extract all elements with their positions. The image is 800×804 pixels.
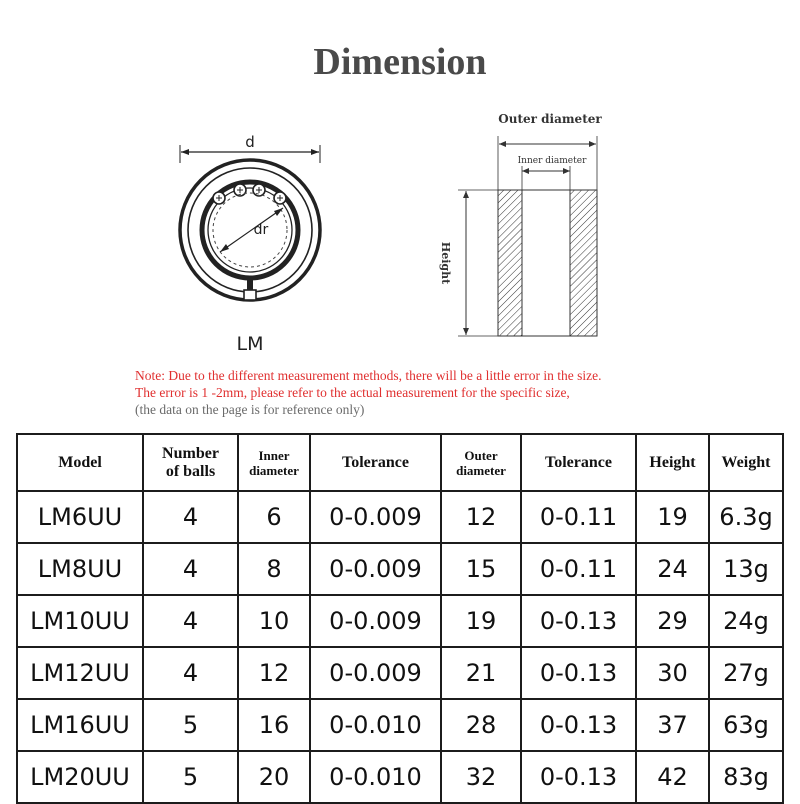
cell-balls: 4 <box>143 595 238 647</box>
cell-weight: 63g <box>709 699 783 751</box>
cell-inner: 16 <box>238 699 310 751</box>
cell-tol-inner: 0-0.009 <box>310 491 441 543</box>
cell-outer: 19 <box>441 595 521 647</box>
cell-tol-inner: 0-0.009 <box>310 647 441 699</box>
table-row <box>17 543 783 595</box>
cell-weight: 27g <box>709 647 783 699</box>
cell-model: LM8UU <box>17 543 143 595</box>
cell-balls: 4 <box>143 491 238 543</box>
outer-diameter-label: d <box>245 133 255 151</box>
cell-height: 29 <box>636 595 709 647</box>
cell-tol-outer: 0-0.11 <box>521 543 636 595</box>
measurement-note <box>135 367 601 418</box>
cell-tol-outer: 0-0.13 <box>521 647 636 699</box>
cell-model: LM12UU <box>17 647 143 699</box>
cell-balls: 4 <box>143 543 238 595</box>
cell-weight: 6.3g <box>709 491 783 543</box>
cell-balls: 5 <box>143 751 238 803</box>
header-tolerance-inner: Tolerance <box>310 434 441 491</box>
cell-model: LM20UU <box>17 751 143 803</box>
cell-model: LM6UU <box>17 491 143 543</box>
cell-height: 19 <box>636 491 709 543</box>
cell-tol-outer: 0-0.13 <box>521 699 636 751</box>
cell-tol-inner: 0-0.010 <box>310 751 441 803</box>
bearing-front-view-diagram <box>165 128 345 358</box>
table-row <box>17 595 783 647</box>
table-row <box>17 491 783 543</box>
cell-outer: 21 <box>441 647 521 699</box>
cell-height: 42 <box>636 751 709 803</box>
cell-model: LM16UU <box>17 699 143 751</box>
cell-outer: 28 <box>441 699 521 751</box>
header-number-of-balls: Number of balls <box>143 434 238 491</box>
cell-inner: 6 <box>238 491 310 543</box>
cell-balls: 4 <box>143 647 238 699</box>
table-row <box>17 751 783 803</box>
cell-balls: 5 <box>143 699 238 751</box>
table-header-row <box>17 434 783 491</box>
cell-tol-outer: 0-0.13 <box>521 751 636 803</box>
header-inner-diameter: Inner diameter <box>238 434 310 491</box>
height-caption: Height <box>439 241 452 285</box>
cell-tol-inner: 0-0.010 <box>310 699 441 751</box>
outer-diameter-caption: Outer diameter <box>498 112 602 126</box>
inner-diameter-caption: Inner diameter <box>517 156 587 166</box>
note-line-1: Note: Due to the different measurement methods, there will be a little error in the size. <box>135 368 602 383</box>
header-height: Height <box>636 434 709 491</box>
cell-tol-outer: 0-0.11 <box>521 491 636 543</box>
bearing-section-view-diagram <box>430 108 630 343</box>
diagram-caption-lm: LM <box>236 333 264 355</box>
cell-outer: 15 <box>441 543 521 595</box>
cell-inner: 12 <box>238 647 310 699</box>
cell-weight: 24g <box>709 595 783 647</box>
header-outer-diameter: Outer diameter <box>441 434 521 491</box>
cell-inner: 10 <box>238 595 310 647</box>
cell-height: 24 <box>636 543 709 595</box>
inner-diameter-label: dr <box>253 222 269 238</box>
cell-height: 37 <box>636 699 709 751</box>
cell-tol-outer: 0-0.13 <box>521 595 636 647</box>
cell-weight: 13g <box>709 543 783 595</box>
header-weight: Weight <box>709 434 783 491</box>
cell-height: 30 <box>636 647 709 699</box>
cell-outer: 12 <box>441 491 521 543</box>
table-row <box>17 699 783 751</box>
note-line-2: The error is 1 -2mm, please refer to the actual measurement for the specific size, <box>135 385 570 400</box>
cell-inner: 20 <box>238 751 310 803</box>
spec-table <box>16 433 784 804</box>
header-model: Model <box>17 434 143 491</box>
page-title: Dimension <box>313 41 487 83</box>
cell-tol-inner: 0-0.009 <box>310 595 441 647</box>
cell-inner: 8 <box>238 543 310 595</box>
note-line-3: (the data on the page is for reference only) <box>135 402 365 417</box>
cell-model: LM10UU <box>17 595 143 647</box>
table-row <box>17 647 783 699</box>
cell-outer: 32 <box>441 751 521 803</box>
cell-weight: 83g <box>709 751 783 803</box>
header-tolerance-outer: Tolerance <box>521 434 636 491</box>
cell-tol-inner: 0-0.009 <box>310 543 441 595</box>
